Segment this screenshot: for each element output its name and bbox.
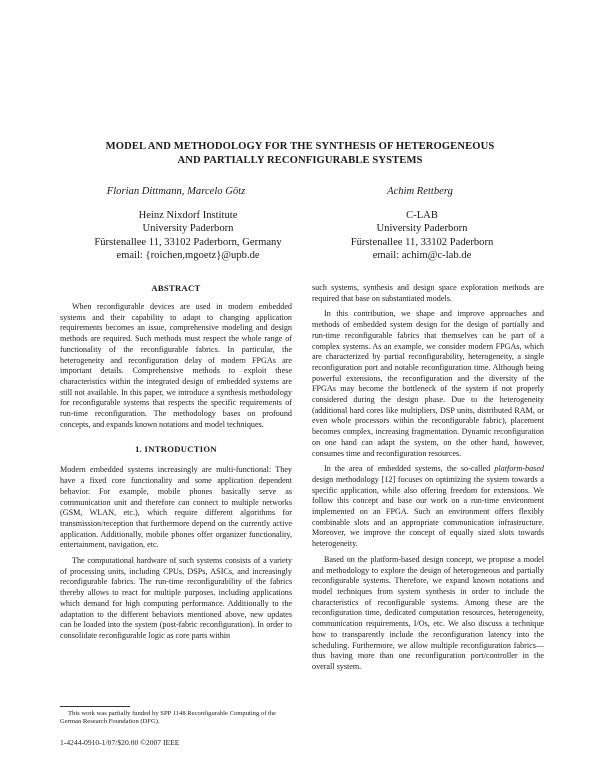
authors-left: Florian Dittmann, Marcelo Götz [106, 186, 246, 197]
affiliation-left [60, 209, 316, 263]
right-paragraph-4: Based on the platform-based design concept, we propose a model and methodology to explore the design of heterogeneous and partially reconfigurable systems. Therefore, we expand known notations and model techniques from system synthesis in order to include the characteristics of reconfigurable systems. Among these are the reconfiguration time, dedicated computation resources, heterogeneity, communication requirements, I/Os, etc. We also discuss a technique how to transparently include the reconfiguration latency into the scheduling. Furthermore, we allow multiple reconfiguration fabrics—thus having more than one reconfiguration port/controller in the overall system. [312, 554, 544, 671]
abstract-heading: ABSTRACT [151, 283, 201, 293]
affiliation-right-line-4: email: achim@c-lab.de [372, 250, 472, 262]
affiliation-right [322, 209, 522, 263]
paper-title [60, 140, 540, 168]
title-line-2: AND PARTIALLY RECONFIGURABLE SYSTEMS [177, 155, 423, 166]
affiliation-right-line-1: C-LAB [406, 210, 438, 221]
right-paragraph-3-start: In the area of embedded systems, the so-called [324, 464, 495, 474]
abstract-text: When reconfigurable devices are used in modern embedded systems and their capability to adapt to changing application requirements becomes an issue, comprehensive modeling and design methods are required. Such methods must respect the whole range of functionality of the reconfigurable fabrics. In particular, the heterogeneity and reconfiguration delay of modern FPGAs are important details. Comprehensive methods to exploit these characteristics within the integrated design of embedded systems are still not available. In this paper, we introduce a synthesis methodology for reconfigurable systems that respects the specific requirements of run-time reconfiguration. The methodology bases on profound concepts, and expands known notations and model techniques. [60, 302, 292, 429]
affiliation-right-line-3: Fürstenallee 11, 33102 Paderborn [350, 236, 494, 248]
title-line-1: MODEL AND METHODOLOGY FOR THE SYNTHESIS OF HETEROGENEOUS [105, 141, 495, 152]
affiliation-left-line-4: email: {roichen,mgoetz}@upb.de [116, 250, 260, 262]
intro-paragraph-2: The computational hardware of such systems consists of a variety of processing units, including CPUs, DSPs, ASICs, and increasingly reconfigurable fabrics. The run-time reconfigurability of the fabrics thereby allows to react for multiple purposes, including applications which demand for high computing performance. Additionally to the adaptation to the different behaviors mentioned above, new updates can be loaded into the system (post-fabric reconfiguration). In order to consolidate reconfigurable logic as core parts within [60, 556, 292, 640]
isbn-copyright: 1-4244-0910-1/07/$20.00 ©2007 IEEE [60, 738, 180, 747]
right-paragraph-3-rest: design methodology [12] focuses on optimizing the system towards a specific application, while also offering freedom for extensions. We follow this concept and base our work on a run-time environment implemented on an FPGA. Such an environment offers flexibly combinable slots and an appropriate communication infrastructure. Moreover, we improve the concept of equally sized slots towards heterogeneity. [312, 474, 544, 549]
authors-right: Achim Rettberg [387, 186, 453, 197]
footnote-rule [60, 706, 130, 707]
affiliation-left-line-3: Fürstenallee 11, 33102 Paderborn, Germany [94, 236, 282, 248]
left-column [60, 283, 292, 642]
affiliation-left-line-2: University Paderborn [142, 223, 234, 235]
affiliation-right-line-2: University Paderborn [376, 223, 468, 235]
platform-based-term: platform-based [494, 464, 544, 474]
right-paragraph-2: In this contribution, we shape and improve approaches and methods of embedded system design for the design of partially and run-time reconfigurable fabrics that themselves can be part of a complex systems. As an example, we consider modern FPGAs, which are characterized by partial reconfigurability, heterogeneity, a single reconfiguration port and notable reconfiguration time. Although being powerful extensions, the reconfiguration and the diversity of the FPGAs may become the bottleneck of the system if not properly considered during the design phase. Due to the heterogeneity (additional hard cores like multipliers, DSP units, distributed RAM, or even whole processors within the reconfigurable fabric), placement becomes complex, increasing fragmentation. Dynamic reconfiguration on one hand can adapt the system, on the other hand, however, consumes time and reconfiguration resources. [312, 309, 544, 458]
right-column [312, 283, 544, 673]
introduction-heading: 1. INTRODUCTION [135, 444, 217, 455]
right-paragraph-1: such systems, synthesis and design space exploration methods are required that base on substantiated models. [312, 283, 544, 303]
intro-paragraph-1: Modern embedded systems increasingly are multi-functional: They have a fixed core functionality and some application dependent behavior. For example, mobile phones basically serve as communication unit and therefore can connect to multiple networks (GSM, WLAN, etc.), which require different algorithms for transmission/reception that furthermore depend on the currently active application. Additionally, mobile phones offer organizer functionality, entertainment, navigation, etc. [60, 465, 292, 550]
right-paragraph-3 [312, 464, 544, 550]
affiliation-left-line-1: Heinz Nixdorf Institute [138, 210, 238, 221]
footnote: This work was partially funded by SPP 1148 Reconfigurable Computing of the German Research Foundation (DFG). [60, 710, 277, 726]
